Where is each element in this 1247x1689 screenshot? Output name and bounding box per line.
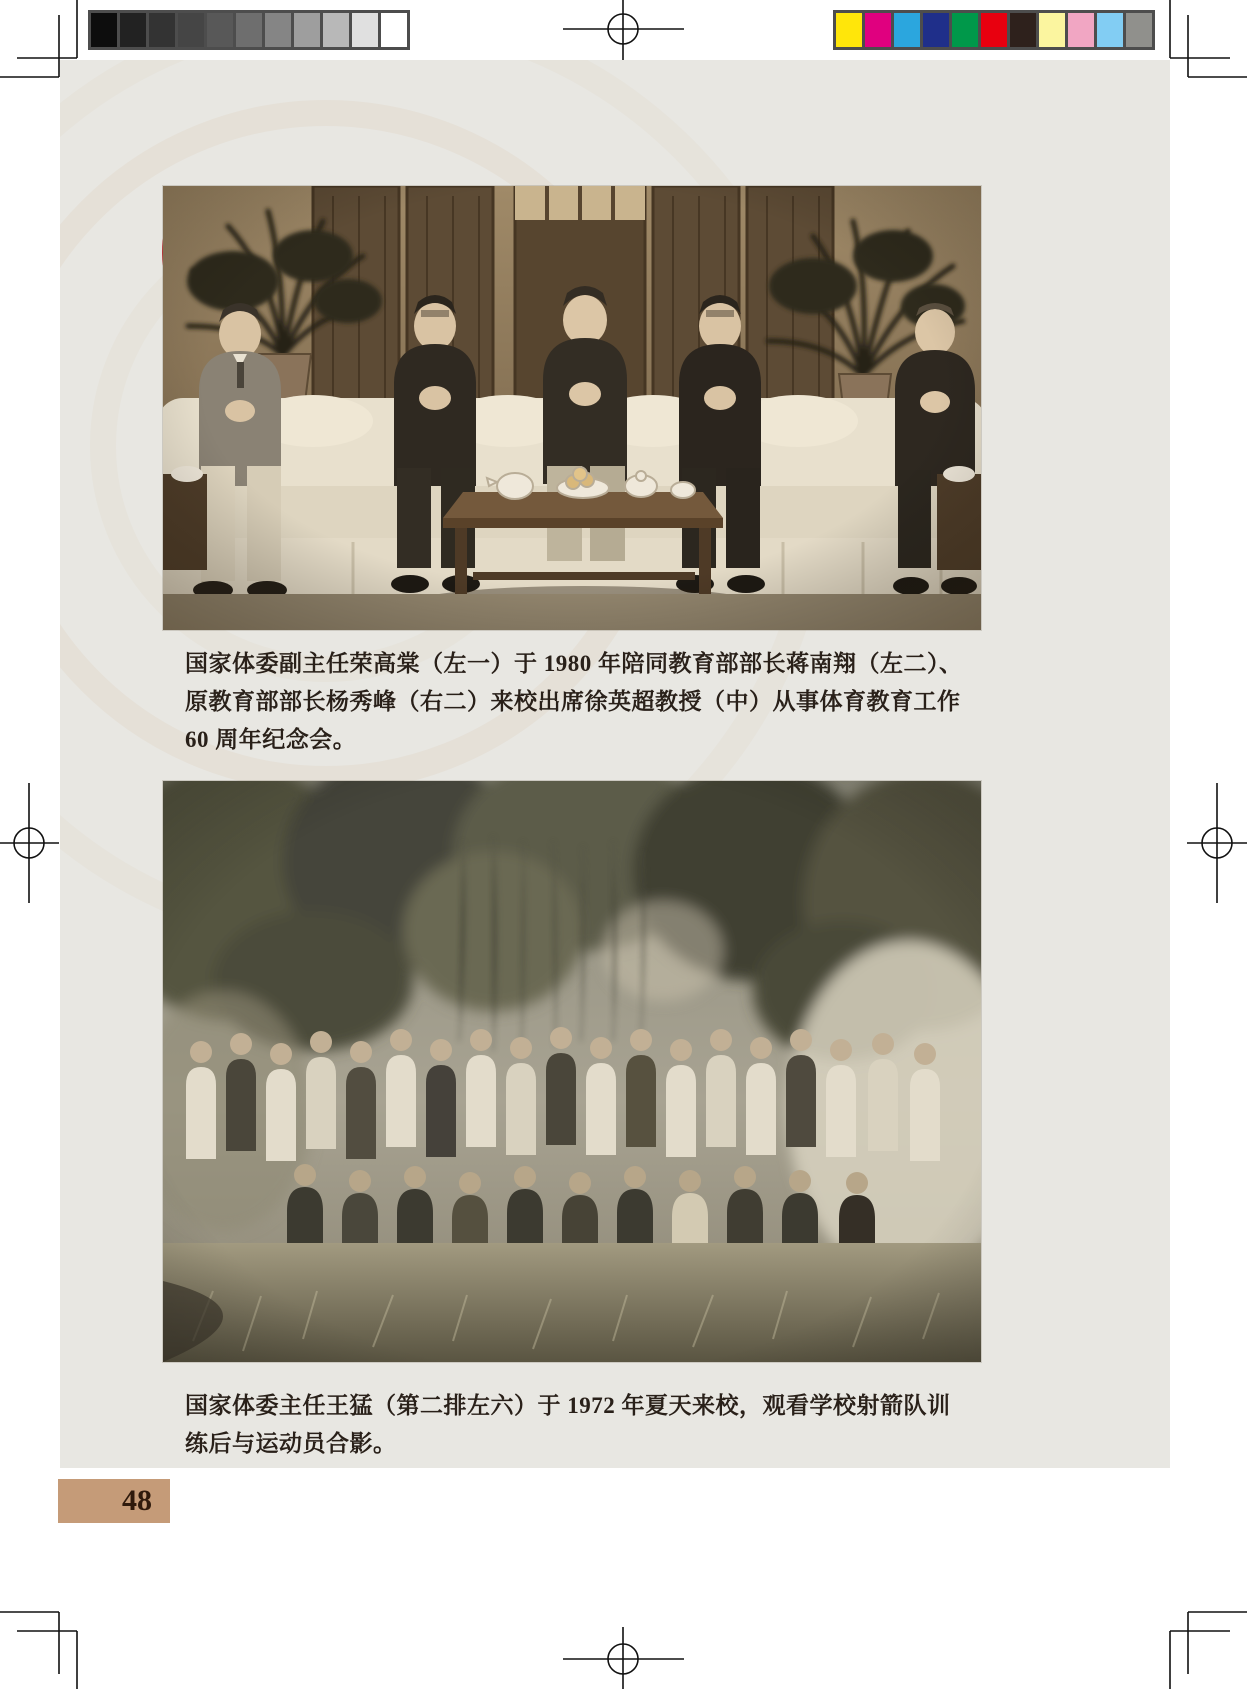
photo-officials-sofa [163, 186, 981, 630]
calibration-swatch [1097, 13, 1123, 47]
caption-line: 国家体委副主任荣高棠（左一）于 1980 年陪同教育部部长蒋南翔（左二）、 [185, 651, 963, 676]
calibration-swatch [894, 13, 920, 47]
calibration-swatch [1068, 13, 1094, 47]
photo-2-caption [185, 1387, 985, 1463]
calibration-swatch [265, 13, 291, 47]
calibration-swatch [178, 13, 204, 47]
color-calibration-bar [833, 10, 1155, 50]
calibration-swatch [836, 13, 862, 47]
calibration-swatch [981, 13, 1007, 47]
calibration-swatch [120, 13, 146, 47]
grayscale-calibration-bar [88, 10, 410, 50]
calibration-swatch [381, 13, 407, 47]
page-number: 48 [122, 1484, 152, 1517]
calibration-swatch [1126, 13, 1152, 47]
calibration-swatch [1039, 13, 1065, 47]
calibration-swatch [865, 13, 891, 47]
calibration-swatch [952, 13, 978, 47]
caption-line: 练后与运动员合影。 [185, 1431, 397, 1456]
calibration-swatch [323, 13, 349, 47]
calibration-swatch [207, 13, 233, 47]
photo-1-caption [185, 645, 985, 759]
caption-line: 60 周年纪念会。 [185, 727, 357, 752]
calibration-swatch [149, 13, 175, 47]
calibration-swatch [294, 13, 320, 47]
calibration-swatch [352, 13, 378, 47]
page-content-panel [60, 60, 1170, 1468]
page-number-badge [58, 1479, 170, 1523]
calibration-swatch [91, 13, 117, 47]
calibration-swatch [923, 13, 949, 47]
caption-line: 原教育部部长杨秀峰（右二）来校出席徐英超教授（中）从事体育教育工作 [185, 689, 961, 714]
caption-line: 国家体委主任王猛（第二排左六）于 1972 年夏天来校，观看学校射箭队训 [185, 1393, 951, 1418]
calibration-swatch [1010, 13, 1036, 47]
calibration-swatch [236, 13, 262, 47]
photo-group-outdoors [163, 781, 981, 1362]
